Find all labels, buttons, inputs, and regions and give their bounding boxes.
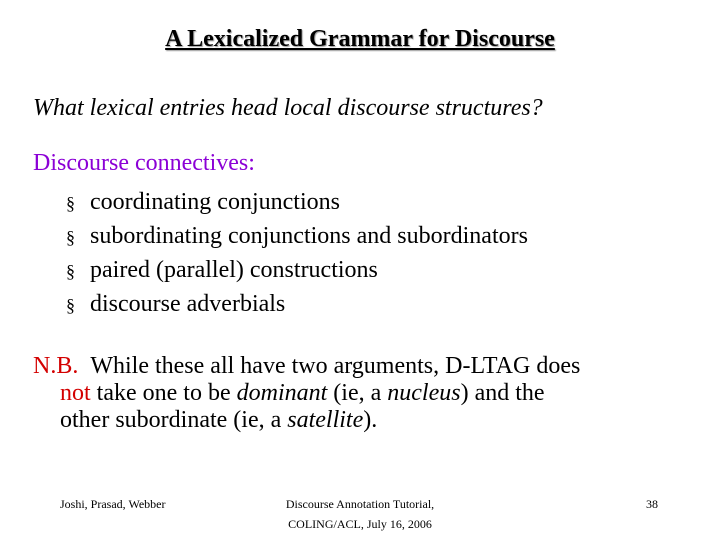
satellite-term: satellite (287, 407, 364, 433)
footer-venue (0, 494, 720, 534)
connectives-heading: Discourse connectives: (33, 150, 255, 176)
not-emphasis: not (60, 380, 91, 406)
nb-line-3 (33, 407, 693, 434)
bullet-icon: § (66, 261, 75, 281)
list-item-text: coordinating conjunctions (90, 189, 340, 215)
connectives-list (66, 185, 528, 321)
list-item (66, 185, 528, 219)
nb-line-2 (33, 380, 693, 407)
footer-venue-line-2: COLING/ACL, July 16, 2006 (288, 517, 432, 531)
list-item-text: discourse adverbials (90, 291, 286, 317)
list-item (66, 219, 528, 253)
nb-text: take one to be (96, 380, 231, 406)
bullet-icon: § (66, 227, 75, 247)
nb-label: N.B. (33, 353, 79, 379)
list-item-text: paired (parallel) constructions (90, 257, 378, 283)
slide-title: A Lexicalized Grammar for Discourse (165, 26, 555, 52)
bullet-icon: § (66, 295, 75, 315)
nb-text: (ie, a (333, 380, 382, 406)
footer-venue-line-1: Discourse Annotation Tutorial, (285, 497, 435, 511)
list-item (66, 253, 528, 287)
bullet-icon: § (66, 193, 75, 213)
question-text: What lexical entries head local discourse structures? (33, 95, 543, 121)
nucleus-term: nucleus (387, 380, 461, 406)
page-number: 38 (646, 497, 658, 511)
dominant-term: dominant (236, 380, 328, 406)
nb-text: other subordinate (ie, a (60, 407, 282, 433)
list-item-text: subordinating conjunctions and subordinators (90, 223, 528, 249)
footer-authors: Joshi, Prasad, Webber (60, 497, 166, 511)
nb-text: ) and the (460, 380, 545, 406)
nb-line-1 (33, 353, 693, 380)
nb-paragraph (33, 353, 693, 434)
list-item (66, 287, 528, 321)
nb-text: While these all have two arguments, D-LTAG does (90, 353, 581, 379)
nb-text: ). (363, 407, 378, 433)
